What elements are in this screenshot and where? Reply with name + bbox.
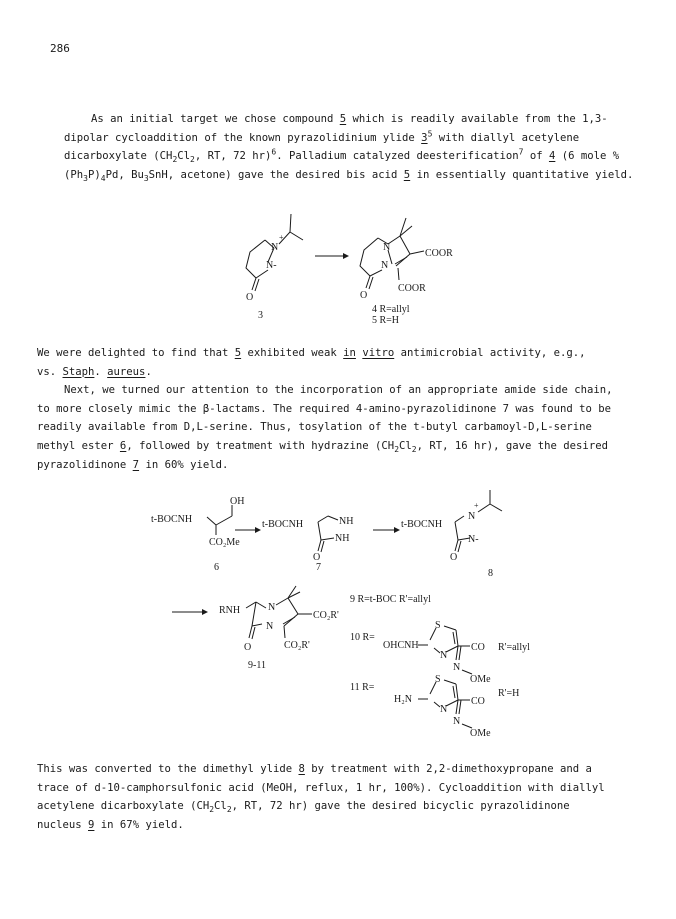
text-line: acetylene dicarboxylate ($CH_2Cl_2$, RT, 72 hr) gave the desired bicyclic pyrazolidinone: [37, 800, 570, 815]
plus-sign: +: [279, 233, 284, 242]
r-def-11-co: CO: [471, 696, 485, 707]
compound-8-n-plus: N: [468, 511, 476, 522]
r-def-10: 10 R=: [350, 632, 375, 643]
compound-9-11-rnh: RNH: [219, 605, 241, 616]
compound-9-11-n1: N: [268, 602, 276, 613]
compound-6-label: 6: [214, 562, 219, 573]
r-def-10-n-ome: N: [453, 662, 461, 673]
text-line: dicarboxylate ($CH_2Cl_2$, RT, 72 hr)$^6$. Palladium catalyzed deesterification$^7$ of 4 (6 mole %: [64, 147, 620, 165]
r-def-11: 11 R=: [350, 682, 375, 693]
text-line: to more closely mimic the β-lactams. The required 4-amino-pyrazolidinone 7 was found to be: [37, 402, 612, 415]
text-line: We were delighted to find that 5 exhibited weak in vitro antimicrobial activity, e.g.,: [37, 347, 586, 359]
compound-8-tboc: t-BOCNH: [401, 519, 443, 530]
text-line: As an initial target we chose compound 5 which is readily available from the 1,3-: [91, 113, 608, 125]
compound-4-5-n2: N: [381, 260, 389, 271]
compound-4-5-n1: N: [383, 242, 391, 253]
compound-7-oxygen: O: [313, 552, 321, 563]
thiazole-10-n: N: [440, 650, 448, 661]
plus-sign: +: [474, 501, 479, 510]
arrow-head: [394, 527, 400, 533]
compound-9-11-label: 9-11: [248, 660, 266, 671]
compound-9-11-n2: N: [266, 621, 274, 632]
text-line: trace of d-10-camphorsulfonic acid (MeOH, reflux, 1 hr, 100%). Cycloaddition with diallyl: [37, 781, 605, 794]
compound-7-nh2: NH: [335, 533, 350, 544]
text-line: $(Ph_3P)_4Pd$, $Bu_3SnH$, acetone) gave the desired bis acid 5 in essentially quantitative yield.: [64, 168, 634, 183]
text-line: vs. Staph. aureus.: [37, 365, 152, 378]
compound-7-nh1: NH: [339, 516, 354, 527]
compound-6-structure: [207, 505, 232, 535]
r-def-9: 9 R=t-BOC R'=allyl: [350, 594, 431, 605]
r-def-11-group: H₂N: [394, 694, 412, 705]
compound-9-11-co2r-top: CO₂R': [313, 610, 339, 621]
thiazole-11-n: N: [440, 704, 448, 715]
compound-8-label: 8: [488, 568, 493, 579]
compound-3-label: 3: [258, 310, 263, 321]
compound-9-11-co2r-bottom: CO₂R': [284, 640, 310, 651]
compound-3-n-plus: N: [271, 242, 279, 253]
text-line: This was converted to the dimethyl ylide 8 by treatment with 2,2-dimethoxypropane and a: [37, 763, 592, 775]
compound-9-11-oxygen: O: [244, 642, 252, 653]
compound-4-5-oxygen: O: [360, 290, 368, 301]
coor-bottom: COOR: [398, 283, 426, 294]
text-line: nucleus 9 in 67% yield.: [37, 818, 184, 831]
compound-6-oh: OH: [230, 496, 245, 507]
page-number: 286: [50, 42, 70, 55]
compound-3-n-minus: N-: [266, 260, 277, 271]
arrow-head: [202, 609, 208, 615]
paragraph-cycloaddition: [37, 760, 624, 834]
compound-6-co2me: CO₂Me: [209, 537, 240, 548]
arrow-head: [255, 527, 261, 533]
r-def-10-group: OHCNH: [383, 640, 419, 651]
compound-3-oxygen: O: [246, 292, 254, 303]
compound-7-tboc: t-BOCNH: [262, 519, 304, 530]
text-line: methyl ester 6, followed by treatment with hydrazine ($CH_2Cl_2$, RT, 16 hr), gave the desired: [37, 439, 608, 455]
compound-8-oxygen: O: [450, 552, 458, 563]
compound-6-tboc: t-BOCNH: [151, 514, 193, 525]
text-line: readily available from D,L-serine. Thus, tosylation of the t-butyl carbamoyl-D,L-serine: [37, 421, 592, 434]
r-def-10-rp: R'=allyl: [498, 642, 530, 653]
text-line: dipolar cycloaddition of the known pyrazolidinium ylide $3^5$ with diallyl acetylene: [64, 129, 580, 144]
thiazole-11-s: S: [435, 674, 441, 685]
r-def-10-ome: OMe: [470, 674, 491, 685]
r-def-11-n-ome: N: [453, 716, 461, 727]
compound-5-label: 5 R=H: [372, 315, 400, 326]
thiazole-10-s: S: [435, 620, 441, 631]
compound-9-11-structure: [246, 586, 312, 639]
compound-7-label: 7: [316, 562, 321, 573]
compound-4-label: 4 R=allyl: [372, 304, 410, 315]
r-def-10-co: CO: [471, 642, 485, 653]
coor-top: COOR: [425, 248, 453, 259]
r-def-11-ome: OMe: [470, 728, 491, 739]
text-line: pyrazolidinone 7 in 60% yield.: [37, 458, 229, 471]
text-line: Next, we turned our attention to the incorporation of an appropriate amide side chain,: [64, 384, 613, 397]
r-def-11-rp: R'=H: [498, 688, 520, 699]
compound-8-n-minus: N-: [468, 534, 479, 545]
